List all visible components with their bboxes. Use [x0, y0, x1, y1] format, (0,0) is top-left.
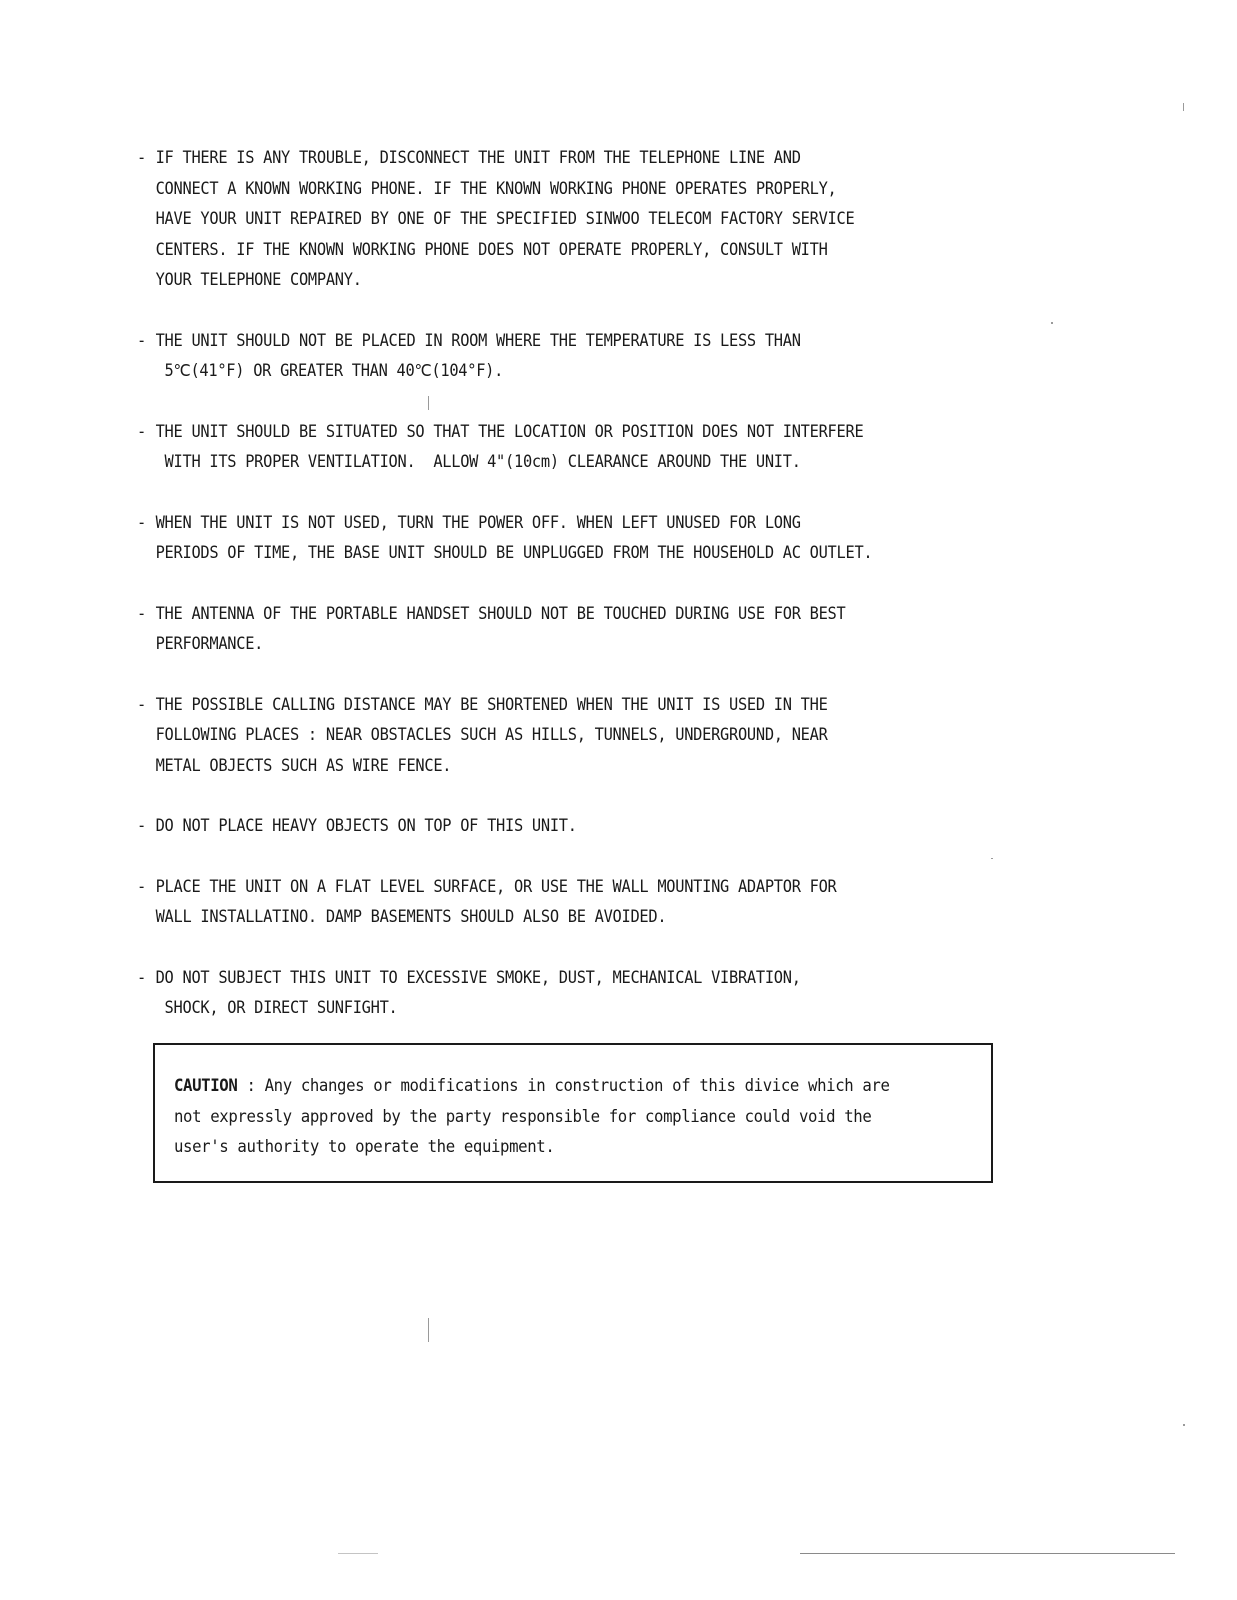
note-line: FOLLOWING PLACES : NEAR OBSTACLES SUCH AS HILLS, TUNNELS, UNDERGROUND, NEAR	[155, 725, 828, 744]
scan-speck	[991, 858, 993, 859]
safety-note	[137, 143, 993, 296]
note-line: CONNECT A KNOWN WORKING PHONE. IF THE KNOWN WORKING PHONE OPERATES PROPERLY,	[155, 178, 837, 198]
caution-line: user's authority to operate the equipment.	[174, 1137, 555, 1156]
bullet-dash: -	[137, 603, 146, 623]
safety-note	[137, 872, 993, 933]
scan-edge-line	[800, 1553, 1175, 1554]
caution-label: CAUTION	[174, 1076, 238, 1095]
note-line: DO NOT SUBJECT THIS UNIT TO EXCESSIVE SMOKE, DUST, MECHANICAL VIBRATION,	[155, 967, 801, 987]
note-line: THE UNIT SHOULD NOT BE PLACED IN ROOM WHERE THE TEMPERATURE IS LESS THAN	[155, 330, 801, 350]
bullet-dash: -	[137, 967, 146, 987]
scan-edge-line	[338, 1553, 378, 1554]
note-line: YOUR TELEPHONE COMPANY.	[155, 270, 362, 289]
note-line: WITH ITS PROPER VENTILATION. ALLOW 4"(10cm) CLEARANCE AROUND THE UNIT.	[155, 452, 801, 471]
note-line: HAVE YOUR UNIT REPAIRED BY ONE OF THE SPECIFIED SINWOO TELECOM FACTORY SERVICE	[155, 209, 855, 228]
note-line: PLACE THE UNIT ON A FLAT LEVEL SURFACE, OR USE THE WALL MOUNTING ADAPTOR FOR	[155, 876, 837, 896]
safety-note	[137, 508, 993, 569]
note-line: PERIODS OF TIME, THE BASE UNIT SHOULD BE UNPLUGGED FROM THE HOUSEHOLD AC OUTLET.	[155, 543, 873, 562]
caution-text	[174, 1071, 982, 1163]
bullet-dash: -	[137, 512, 146, 532]
note-line: DO NOT PLACE HEAVY OBJECTS ON TOP OF THIS UNIT.	[155, 816, 577, 835]
safety-note	[137, 963, 993, 1024]
bullet-dash: -	[137, 148, 146, 167]
note-line: PERFORMANCE.	[155, 634, 264, 653]
bullet-dash: -	[137, 816, 146, 835]
note-line: METAL OBJECTS SUCH AS WIRE FENCE.	[155, 755, 452, 775]
note-line: THE ANTENNA OF THE PORTABLE HANDSET SHOULD NOT BE TOUCHED DURING USE FOR BEST	[155, 603, 846, 623]
note-line: WHEN THE UNIT IS NOT USED, TURN THE POWER OFF. WHEN LEFT UNUSED FOR LONG	[155, 512, 801, 532]
safety-note	[137, 599, 993, 660]
safety-note	[137, 690, 993, 782]
bullet-dash: -	[137, 421, 146, 441]
safety-note	[137, 811, 993, 842]
scan-speck	[1051, 322, 1053, 324]
caution-line: not expressly approved by the party responsible for compliance could void the	[174, 1106, 872, 1126]
bullet-dash: -	[137, 330, 146, 350]
bullet-dash: -	[137, 694, 146, 714]
note-line: WALL INSTALLATINO. DAMP BASEMENTS SHOULD ALSO BE AVOIDED.	[155, 907, 667, 926]
caution-line: Any changes or modifications in construction of this divice which are	[264, 1076, 890, 1095]
bullet-dash: -	[137, 876, 146, 896]
scan-speck	[1183, 1424, 1185, 1426]
safety-note	[137, 417, 993, 478]
note-line: THE UNIT SHOULD BE SITUATED SO THAT THE LOCATION OR POSITION DOES NOT INTERFERE	[155, 421, 864, 441]
note-line: IF THERE IS ANY TROUBLE, DISCONNECT THE UNIT FROM THE TELEPHONE LINE AND	[155, 148, 801, 167]
note-line: 5℃(41°F) OR GREATER THAN 40℃(104°F).	[155, 361, 504, 380]
scan-speck	[428, 1318, 429, 1342]
caution-separator: :	[237, 1076, 265, 1095]
scan-speck	[428, 396, 429, 410]
note-line: THE POSSIBLE CALLING DISTANCE MAY BE SHORTENED WHEN THE UNIT IS USED IN THE	[155, 694, 828, 714]
caution-box	[153, 1043, 993, 1183]
safety-notes-list	[137, 143, 987, 1024]
scan-speck	[1183, 103, 1184, 111]
safety-note	[137, 326, 993, 387]
note-line: SHOCK, OR DIRECT SUNFIGHT.	[155, 998, 398, 1017]
note-line: CENTERS. IF THE KNOWN WORKING PHONE DOES NOT OPERATE PROPERLY, CONSULT WITH	[155, 239, 828, 259]
